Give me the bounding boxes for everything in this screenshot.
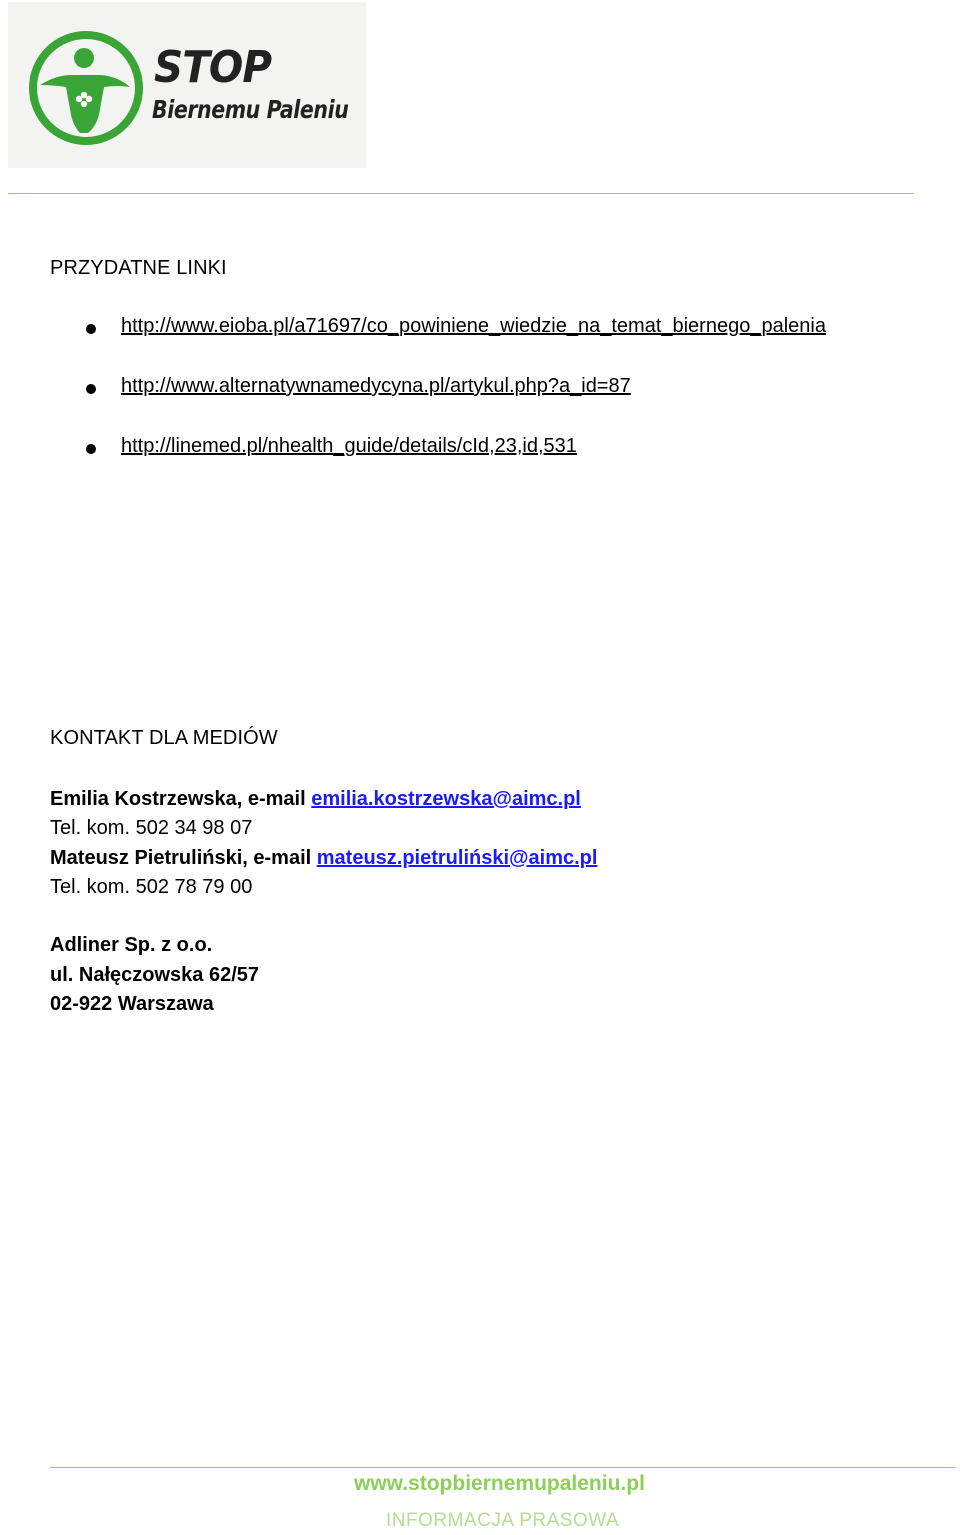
company-name: Adliner Sp. z o.o.: [50, 934, 213, 957]
contact-name: Emilia Kostrzewska, e-mail: [50, 788, 312, 810]
logo-title: STOP: [154, 42, 272, 93]
email-link[interactable]: emilia.kostrzewska@aimc.pl: [311, 788, 581, 810]
contact-name: Mateusz Pietruliński, e-mail: [50, 846, 317, 869]
bullet-icon: [86, 444, 96, 454]
email-link[interactable]: mateusz.pietruliński@aimc.pl: [316, 846, 598, 869]
link-eioba[interactable]: http://www.eioba.pl/a71697/co_powiniene_wiedzie_na_temat_biernego_palenia: [121, 315, 826, 337]
company-city: 02-922 Warszawa: [50, 993, 214, 1016]
contact-person-1: [50, 785, 597, 814]
contact-phone: Tel. kom. 502 78 79 00: [50, 875, 253, 898]
logo: [8, 2, 366, 168]
header-divider: [8, 193, 914, 194]
contact-heading: KONTAKT DLA MEDIÓW: [50, 727, 278, 749]
contact-person-2: [50, 844, 597, 873]
contact-phone: Tel. kom. 502 34 98 07: [50, 817, 253, 840]
spacer: [50, 902, 597, 931]
link-alternatywnamedycyna[interactable]: http://www.alternatywnamedycyna.pl/artykul.php?a_id=87: [121, 375, 631, 397]
bullet-icon: [86, 384, 96, 394]
footer-website-link[interactable]: www.stopbiernemupaleniu.pl: [354, 1472, 645, 1495]
person-circle-logo-icon: [26, 29, 150, 147]
logo-subtitle: Biernemu Paleniu: [152, 95, 349, 124]
footer-tagline: INFORMACJA PRASOWA: [386, 1510, 620, 1531]
company-street: ul. Nałęczowska 62/57: [50, 963, 260, 986]
links-heading: PRZYDATNE LINKI: [50, 257, 227, 279]
link-linemed[interactable]: http://linemed.pl/nhealth_guide/details/cId,23,id,531: [121, 435, 577, 457]
contact-block: [50, 785, 597, 1019]
bullet-icon: [86, 324, 96, 334]
footer-divider: [50, 1467, 956, 1468]
